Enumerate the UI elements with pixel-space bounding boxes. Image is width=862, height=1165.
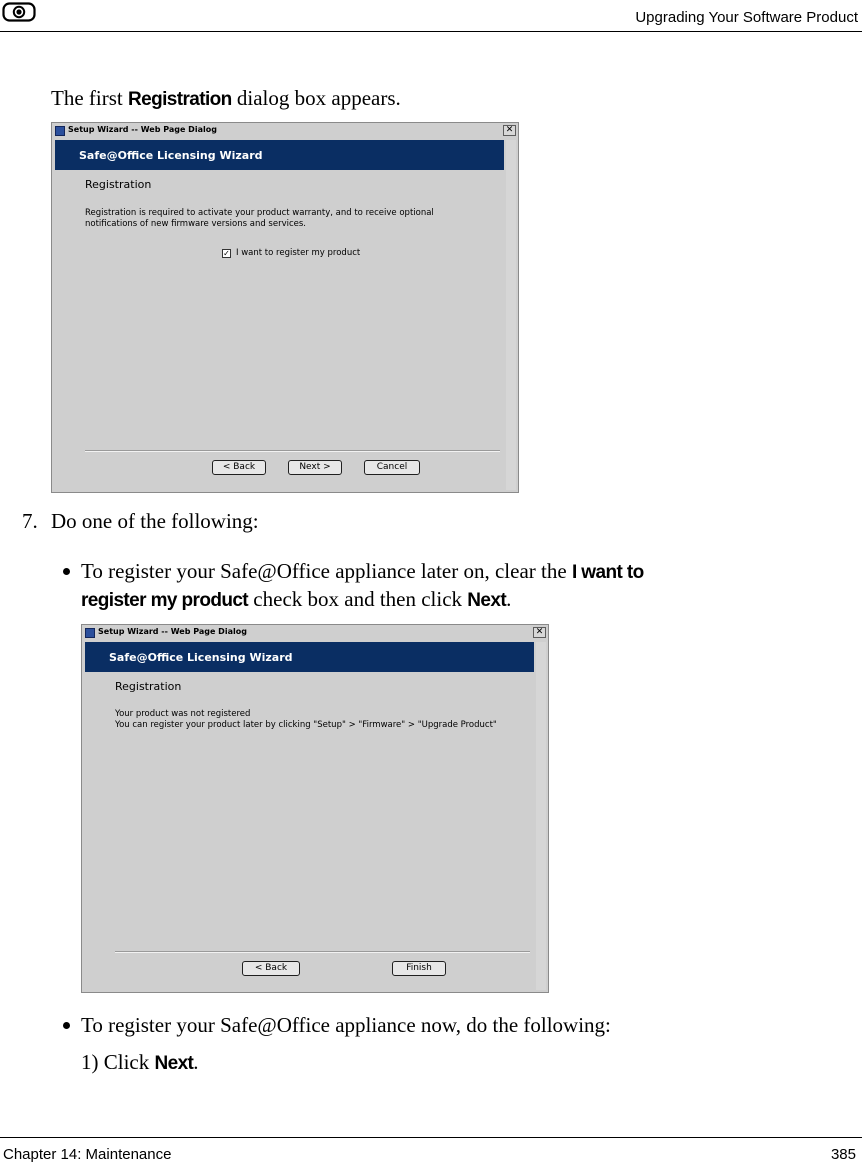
dialog-titlebar: Setup Wizard -- Web Page Dialog ✕ — [52, 123, 518, 139]
registration-dialog-screenshot — [51, 122, 519, 493]
next-term: Next — [154, 1053, 194, 1074]
window-icon — [55, 126, 65, 136]
bullet-1-marker — [63, 568, 70, 575]
dialog-heading: Registration — [85, 178, 152, 191]
step-7-number: 7. — [22, 509, 38, 533]
next-button[interactable]: Next > — [288, 460, 342, 475]
registration-term: Registration — [127, 89, 232, 110]
dialog-scrollbar[interactable] — [536, 642, 546, 990]
cancel-button[interactable]: Cancel — [364, 460, 420, 475]
dialog-separator — [85, 450, 500, 452]
dialog-separator — [115, 951, 530, 953]
dialog-text-line-2: notifications of new firmware versions and services. — [85, 219, 307, 229]
dialog-titlebar: Setup Wizard -- Web Page Dialog ✕ — [82, 625, 548, 641]
close-icon[interactable]: ✕ — [533, 627, 546, 638]
dialog-text-line-1: Registration is required to activate your product warranty, and to receive optional — [85, 208, 434, 218]
wizard-banner: Safe@Office Licensing Wizard — [85, 642, 534, 672]
back-button[interactable]: < Back — [212, 460, 266, 475]
bullet-1-line-1: To register your Safe@Office appliance later on, clear the I want to — [81, 559, 644, 583]
dialog-text-line-2: You can register your product later by clicking "Setup" > "Firmware" > "Upgrade Product" — [115, 720, 497, 730]
footer-page-number: 385 — [830, 1146, 856, 1163]
dialog-heading: Registration — [115, 680, 182, 693]
substep-1: 1) Click Next. — [81, 1050, 199, 1074]
finish-button[interactable]: Finish — [392, 961, 446, 976]
bullet-2-text: To register your Safe@Office appliance now, do the following: — [81, 1013, 611, 1037]
bullet-2-marker — [63, 1022, 70, 1029]
dialog-scrollbar[interactable] — [506, 140, 516, 490]
footer-chapter: Chapter 14: Maintenance — [3, 1146, 172, 1163]
bullet-1-line-2: register my product check box and then click Next. — [81, 587, 512, 611]
window-icon — [85, 628, 95, 638]
dialog-text-line-1: Your product was not registered — [115, 709, 251, 719]
step-7-text: Do one of the following: — [51, 509, 259, 533]
footer-rule — [0, 1137, 862, 1138]
not-registered-dialog-screenshot — [81, 624, 549, 993]
register-checkbox-label[interactable]: I want to register my product — [236, 248, 361, 258]
page-header — [0, 0, 862, 32]
back-button[interactable]: < Back — [242, 961, 300, 976]
wizard-banner: Safe@Office Licensing Wizard — [55, 140, 504, 170]
intro-paragraph: The first Registration dialog box appears. — [51, 86, 401, 110]
product-logo-icon — [2, 2, 36, 22]
close-icon[interactable]: ✕ — [503, 125, 516, 136]
register-checkbox[interactable]: ✓ — [223, 249, 230, 258]
header-title: Upgrading Your Software Product — [635, 9, 858, 26]
